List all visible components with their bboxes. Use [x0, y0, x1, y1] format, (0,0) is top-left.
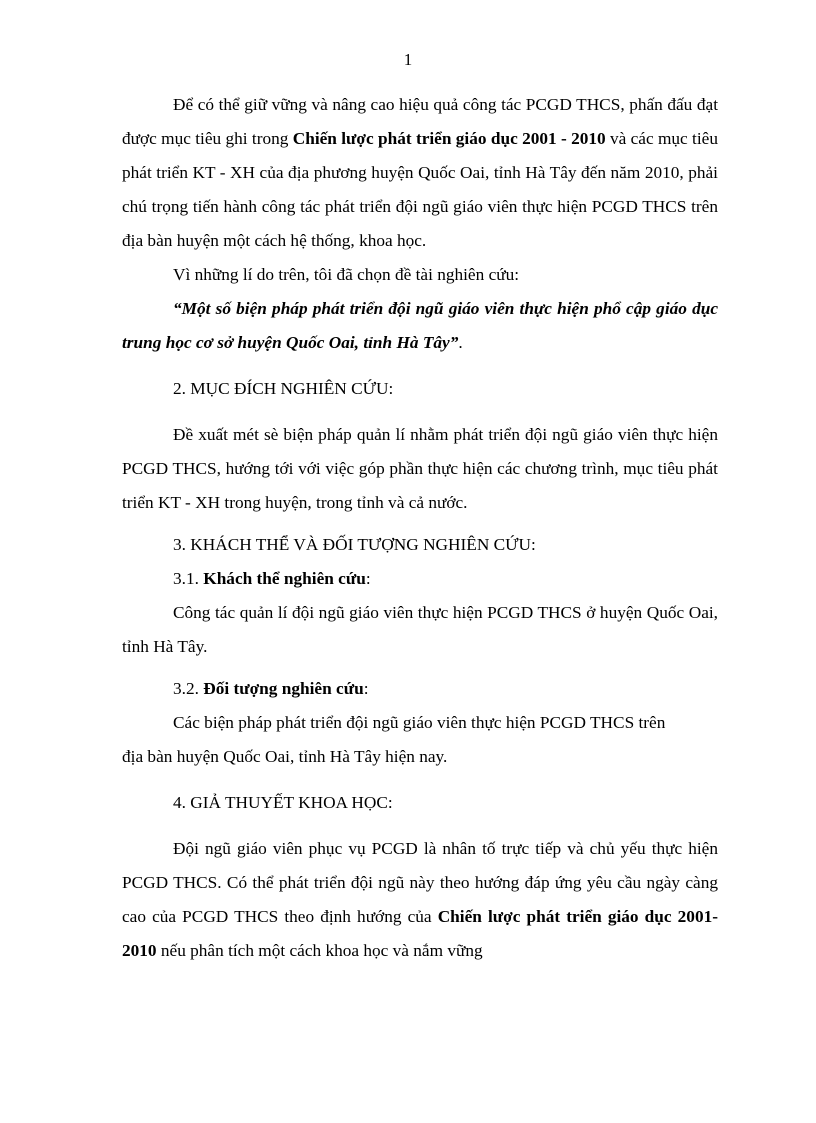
subsection32-colon: :	[363, 679, 369, 698]
section4-text-end: nếu phân tích một cách khoa học và nắm vững	[156, 941, 483, 960]
section3-heading: 3. KHÁCH THỂ VÀ ĐỐI TƯỢNG NGHIÊN CỨU:	[173, 535, 536, 554]
section4-text-start: Đội ngũ giáo viên phục vụ PCGD là nhân tố trực tiếp và chủ yếu thực hiện PCGD THCS. Có thể phát triển đội ngũ này theo hướng đáp ứng yêu cầu ngày càng cao của PCGD THCS theo định hướng của	[122, 839, 718, 926]
intro-paragraph	[122, 88, 718, 258]
topic-title: “Một số biện pháp phát triển đội ngũ giáo viên thực hiện phổ cập giáo dục trung học cơ sở huyện Quốc Oai, tỉnh Hà Tây”	[122, 299, 718, 352]
section4-paragraph	[122, 832, 718, 968]
subsection31-number: 3.1.	[173, 569, 204, 588]
subsection32-title: Đối tượng nghiên cứu	[203, 679, 364, 698]
section2-heading: 2. MỤC ĐÍCH NGHIÊN CỨU:	[173, 379, 394, 398]
reason-paragraph: Vì những lí do trên, tôi đã chọn đề tài nghiên cứu:	[173, 265, 520, 284]
subsection32-heading	[173, 672, 718, 706]
intro-text-end: và các mục tiêu phát triển KT - XH của địa phương huyện Quốc Oai, tỉnh Hà Tây đến năm 2010, phải chú trọng tiến hành công tác phát triển đội ngũ giáo viên thực hiện PCGD THCS trên địa bàn huyện một cách hệ thống, khoa học.	[122, 129, 718, 250]
page-number: 1	[403, 50, 413, 69]
subsection32-paragraph-line2: địa bàn huyện Quốc Oai, tỉnh Hà Tây hiện nay.	[122, 747, 448, 766]
section4-heading: 4. GIẢ THUYẾT KHOA HỌC:	[173, 793, 393, 812]
section4-strategy-title: Chiến lược phát triển giáo dục 2001- 2010	[122, 907, 718, 960]
topic-paragraph	[122, 292, 718, 360]
subsection31-colon: :	[365, 569, 371, 588]
subsection32-paragraph-line1: Các biện pháp phát triển đội ngũ giáo viên thực hiện PCGD THCS trên	[173, 713, 666, 732]
subsection32-number: 3.2.	[173, 679, 204, 698]
strategy-title: Chiến lược phát triển giáo dục 2001 - 2010	[292, 129, 606, 148]
subsection31-paragraph: Công tác quản lí đội ngũ giáo viên thực hiện PCGD THCS ở huyện Quốc Oai, tỉnh Hà Tây.	[122, 603, 718, 656]
section2-paragraph: Đề xuất mét sè biện pháp quản lí nhằm phát triển đội ngũ giáo viên thực hiện PCGD THCS, hướng tới với việc góp phần thực hiện các chương trình, mục tiêu phát triển KT - XH trong huyện, trong tỉnh và cả nước.	[122, 425, 718, 512]
topic-period: .	[458, 333, 463, 352]
document-body	[122, 88, 718, 968]
intro-text-start: Để có thể giữ vững và nâng cao hiệu quả công tác PCGD THCS, phấn đấu đạt được mục tiêu ghi trong	[122, 95, 718, 148]
subsection31-title: Khách thể nghiên cứu	[203, 569, 366, 588]
subsection31-heading	[173, 562, 718, 596]
